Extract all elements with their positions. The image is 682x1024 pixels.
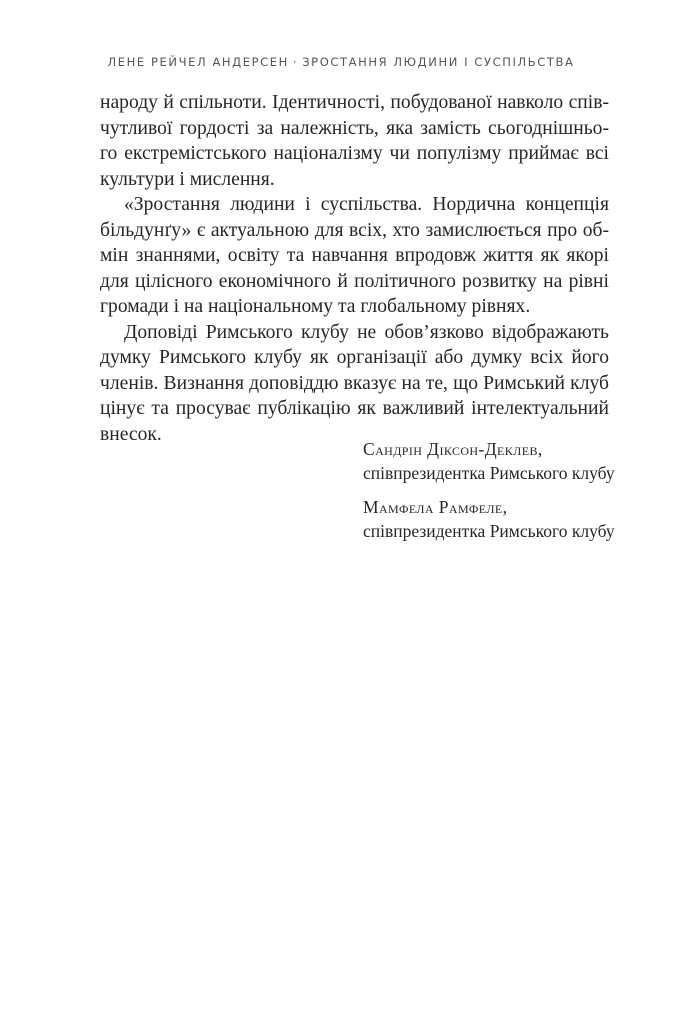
signature-name: Мамфела Рамфеле, <box>363 497 508 517</box>
text-line: го екстремістського націоналізму чи популізму приймає всі <box>100 143 609 164</box>
paragraph-2 <box>100 192 609 320</box>
text-line: цінує та просуває публікацію як важливий інтелектуальний <box>100 398 609 419</box>
header-author: ЛЕНЕ РЕЙЧЕЛ АНДЕРСЕН <box>107 55 289 69</box>
running-header <box>0 55 682 69</box>
text-line: членів. Визнання доповіддю вказує на те, що Римський клуб <box>100 372 609 394</box>
signatures <box>363 437 615 553</box>
text-line: внесок. <box>100 423 162 445</box>
signature-role: співпрезидентка Римського клубу <box>363 463 615 483</box>
text-line: мін знаннями, освіту та навчання впродовж життя як якорі <box>100 245 609 266</box>
text-line: чутливої гордості за належність, яка замість сьогоднішньо- <box>100 117 609 139</box>
paragraph-1 <box>100 90 609 192</box>
text-line: «Зростання людини і суспільства. Нордична концепція <box>124 194 609 215</box>
header-book-title: ЗРОСТАННЯ ЛЮДИНИ І СУСПІЛЬСТВА <box>302 55 575 69</box>
text-line: більдунґу» є актуальною для всіх, хто замислюється про об- <box>100 219 609 241</box>
paragraph-3 <box>100 320 609 448</box>
text-line: народу й спільноти. Ідентичності, побудованої навколо спів- <box>100 92 609 113</box>
signature-role: співпрезидентка Римського клубу <box>363 521 615 541</box>
signature-1 <box>363 437 615 485</box>
text-line: громади і на національному та глобальному рівнях. <box>100 296 531 317</box>
signature-2 <box>363 495 615 543</box>
header-separator: · <box>292 55 299 69</box>
text-line: для цілісного економічного й політичного розвитку на рівні <box>100 270 609 292</box>
text-line: Доповіді Римського клубу не обов’язково відображають <box>124 321 609 343</box>
signature-name: Сандрін Діксон-Деклев, <box>363 439 543 459</box>
text-line: думку Римського клубу як організації або думку всіх його <box>100 347 609 368</box>
text-line: культури і мислення. <box>100 168 275 190</box>
body-text <box>100 90 609 447</box>
